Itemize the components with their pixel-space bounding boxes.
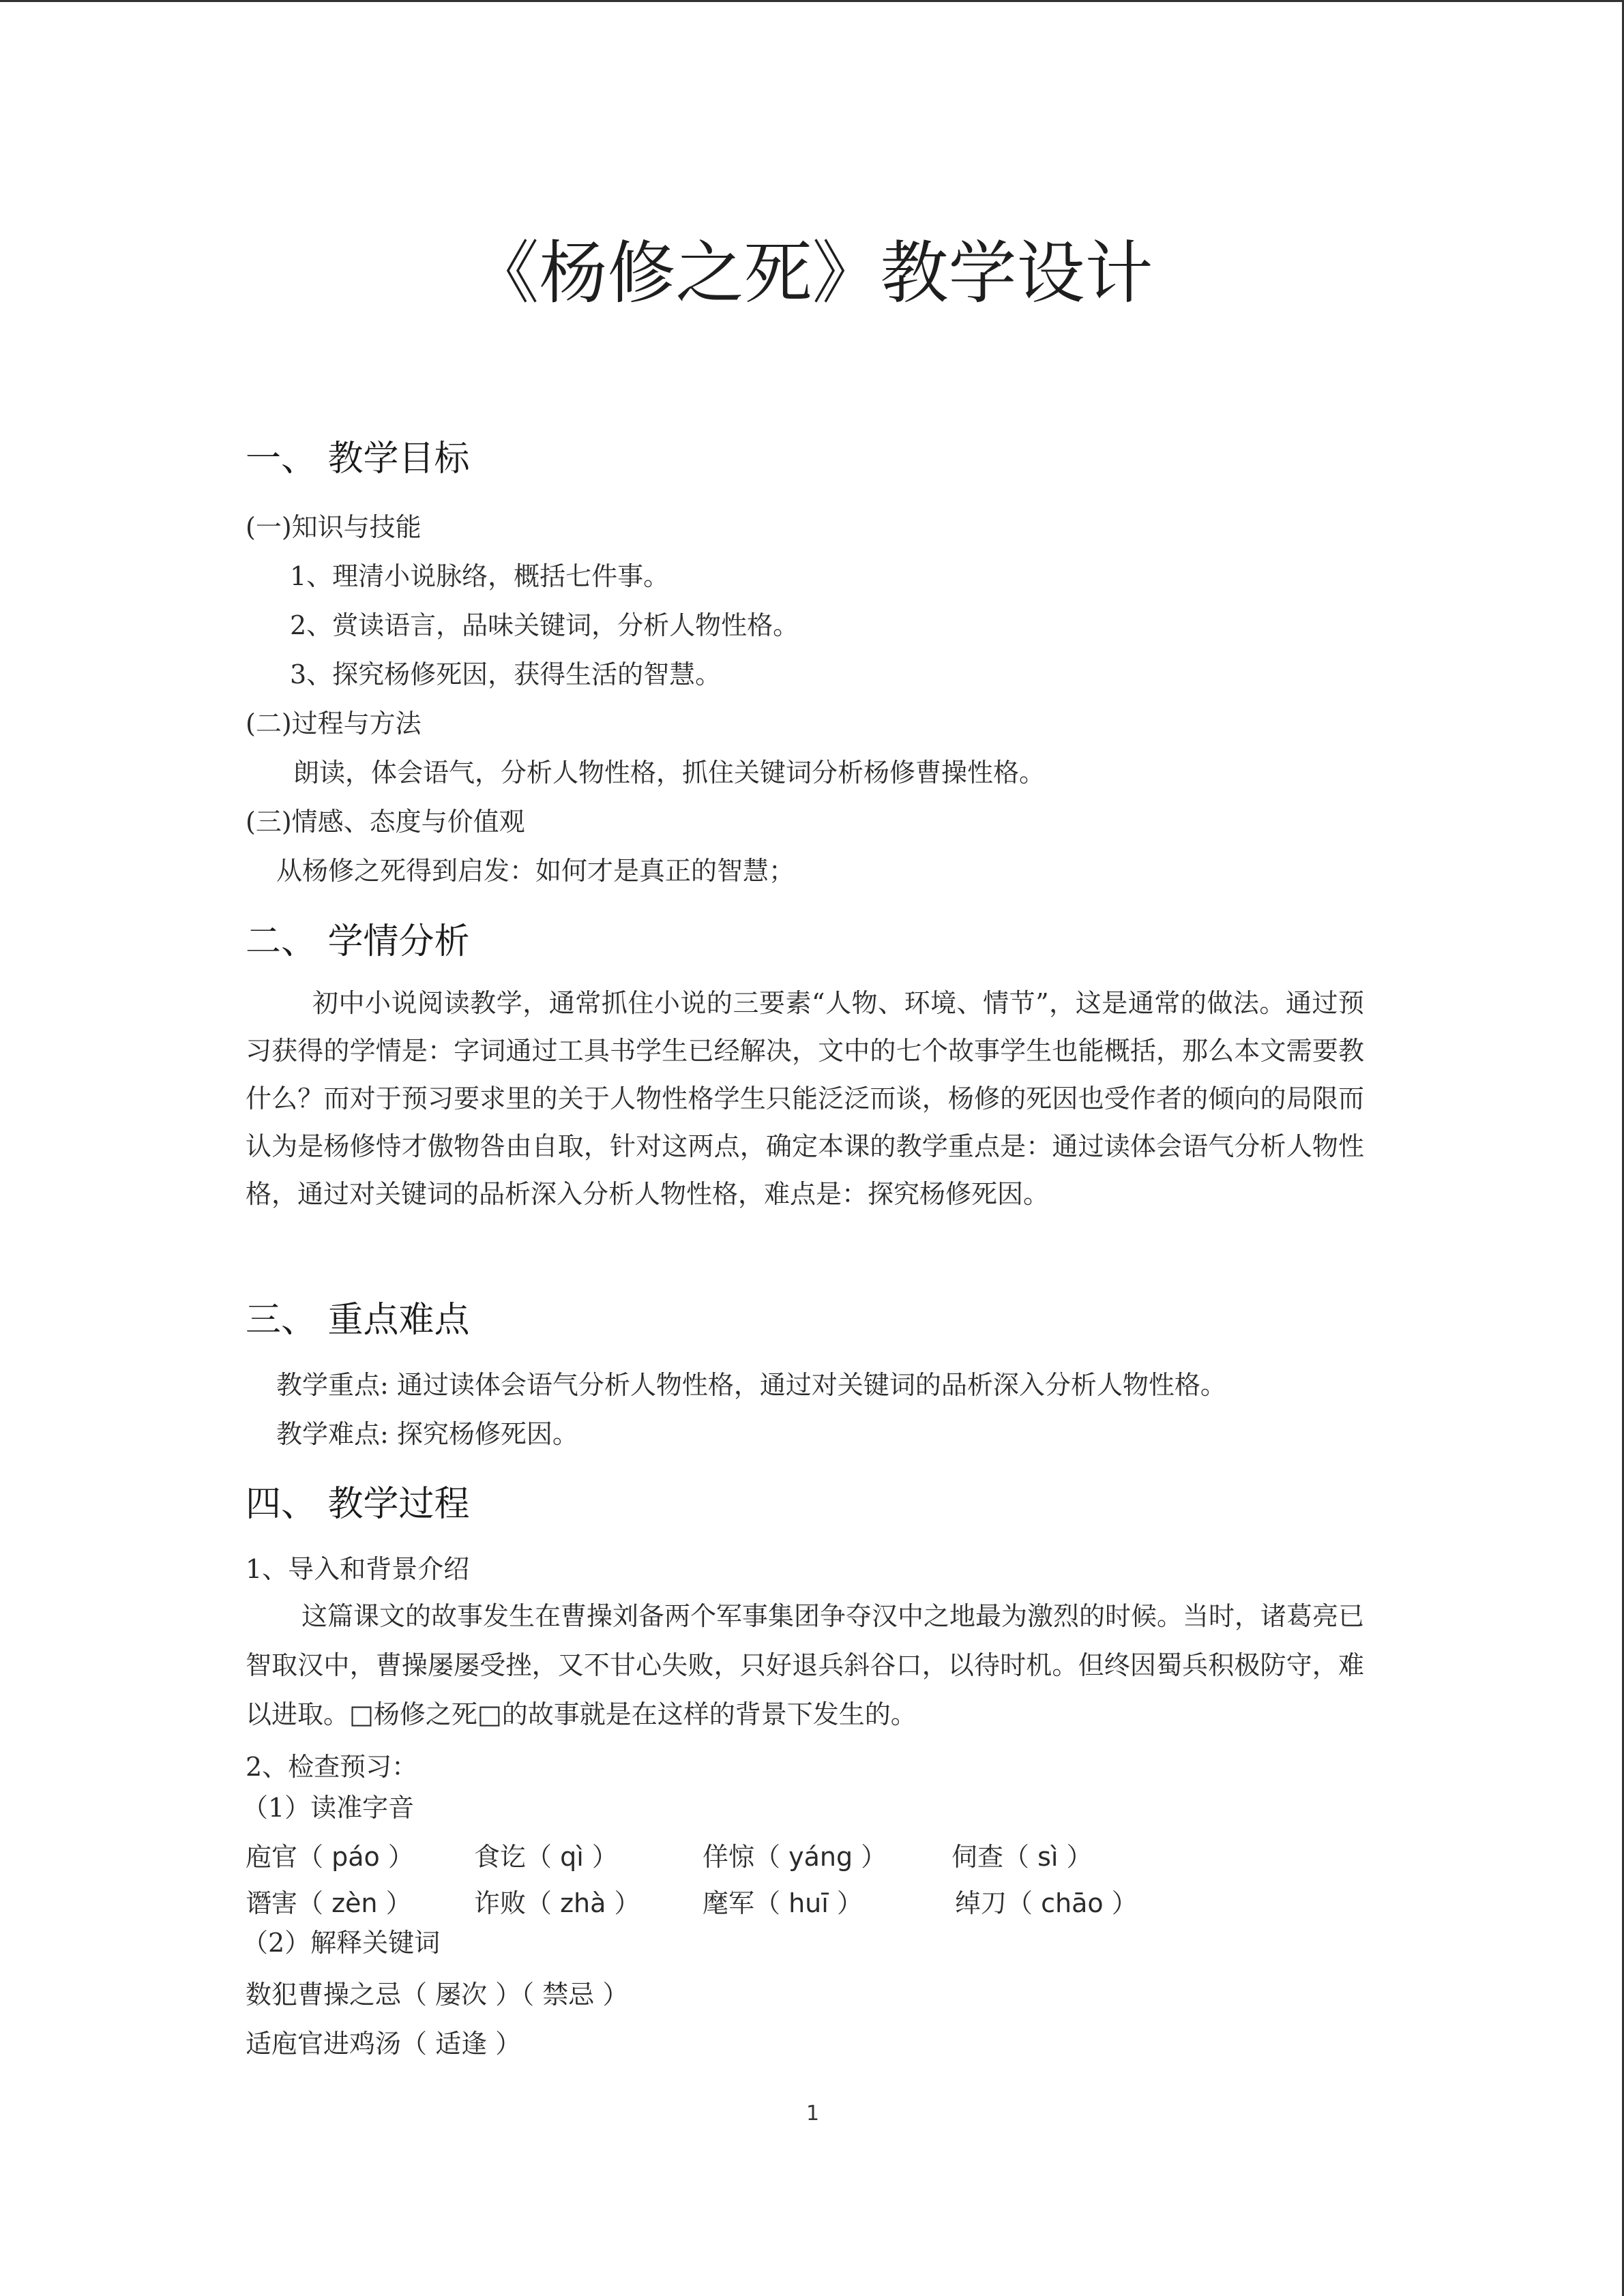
pronunciation-entry xyxy=(703,1836,887,1873)
background-paragraph: 这篇课文的故事发生在曹操刘备两个军事集团争夺汉中之地最为激烈的时候。当时，诸葛亮已智取汉中，曹操屡屡受挫，又不甘心失败，只好退兵斜谷口，以待时机。但终因蜀兵积极防守，难以进取。□杨修之死□的故事就是在这样的背景下发生的。 xyxy=(246,1601,1365,1729)
pronunciation-entry xyxy=(955,1882,1138,1920)
sub-heading-pronunciation: （1）读准字音 xyxy=(242,1793,415,1823)
objective-item: 1、理清小说脉络，概括七件事。 xyxy=(290,561,670,591)
objective-item: 3、探究杨修死因，获得生活的智慧。 xyxy=(290,659,722,689)
section-heading-key-points: 三、 重点难点 xyxy=(246,1300,470,1341)
keyword-entry: 数犯曹操之忌（ 屡次 ）（ 禁忌 ） xyxy=(246,1980,629,2010)
bracket-close: ） xyxy=(1066,1842,1093,1872)
pronunciation-word: 食讫（ xyxy=(474,1842,552,1872)
teaching-key-point: 教学重点: 通过读体会语气分析人物性格，通过对关键词的品析深入分析人物性格。 xyxy=(276,1370,1226,1400)
pronunciation-word: 佯惊（ xyxy=(703,1842,781,1872)
teaching-difficulty: 教学难点: 探究杨修死因。 xyxy=(276,1419,578,1449)
pinyin: yáng xyxy=(780,1842,861,1872)
sub-heading-knowledge: (一)知识与技能 xyxy=(246,512,422,542)
pronunciation-entry xyxy=(703,1882,863,1920)
bracket-close: ） xyxy=(836,1888,863,1918)
pronunciation-word: 庖官（ xyxy=(246,1842,324,1872)
step-intro: 1、导入和背景介绍 xyxy=(246,1554,470,1584)
pinyin: qì xyxy=(552,1842,592,1872)
bracket-close: ） xyxy=(385,1888,412,1918)
sub-heading-keywords: （2）解释关键词 xyxy=(242,1928,441,1958)
pronunciation-word: 诈败（ xyxy=(474,1888,552,1918)
pinyin: páo xyxy=(323,1842,388,1872)
bracket-close: ） xyxy=(614,1888,640,1918)
pronunciation-entry xyxy=(951,1836,1093,1873)
bracket-close: ） xyxy=(591,1842,618,1872)
pinyin: chāo xyxy=(1033,1888,1112,1918)
pinyin: zhà xyxy=(552,1888,615,1918)
document-title: 《杨修之死》教学设计 xyxy=(471,233,1153,313)
pronunciation-entry xyxy=(474,1836,618,1873)
section-heading-objectives: 一、 教学目标 xyxy=(246,438,470,479)
pronunciation-word: 伺查（ xyxy=(951,1842,1030,1872)
pronunciation-entry xyxy=(246,1836,414,1873)
step-preview-check: 2、检查预习： xyxy=(246,1752,418,1782)
section-heading-process: 四、 教学过程 xyxy=(246,1484,470,1525)
pinyin: zèn xyxy=(323,1888,386,1918)
bracket-close: ） xyxy=(861,1842,887,1872)
sub-heading-values: (三)情感、态度与价值观 xyxy=(246,807,525,837)
pronunciation-word: 麾军（ xyxy=(703,1888,781,1918)
page-number: 1 xyxy=(806,2102,820,2126)
sub-heading-process: (二)过程与方法 xyxy=(246,709,422,739)
pinyin: sì xyxy=(1029,1842,1067,1872)
values-text: 从杨修之死得到启发：如何才是真正的智慧； xyxy=(276,856,795,886)
pronunciation-entry xyxy=(474,1882,640,1920)
section-heading-analysis: 二、 学情分析 xyxy=(246,921,470,962)
pronunciation-word: 绰刀（ xyxy=(955,1888,1033,1918)
objective-item: 2、赏读语言，品味关键词，分析人物性格。 xyxy=(290,610,799,640)
pronunciation-entry xyxy=(246,1882,412,1920)
process-text: 朗读，体会语气，分析人物性格，抓住关键词分析杨修曹操性格。 xyxy=(293,758,1046,788)
page-top-border xyxy=(0,0,1624,2)
pronunciation-word: 谮害（ xyxy=(246,1888,324,1918)
bracket-close: ） xyxy=(1111,1888,1138,1918)
keyword-entry: 适庖官进鸡汤（ 适逢 ） xyxy=(246,2029,522,2059)
analysis-paragraph: 初中小说阅读教学，通常抓住小说的三要素“人物、环境、情节”，这是通常的做法。通过预习获得的学情是：字词通过工具书学生已经解决，文中的七个故事学生也能概括，那么本文需要教什么？而对于预习要求里的关于人物性格学生只能泛泛而谈，杨修的死因也受作者的倾向的局限而认为是杨修恃才傲物咎由自取，针对这两点，确定本课的教学重点是：通过读体会语气分析人物性格，通过对关键词的品析深入分析人物性格，难点是：探究杨修死因。 xyxy=(246,988,1364,1209)
bracket-close: ） xyxy=(387,1842,414,1872)
pinyin: huī xyxy=(780,1888,837,1918)
